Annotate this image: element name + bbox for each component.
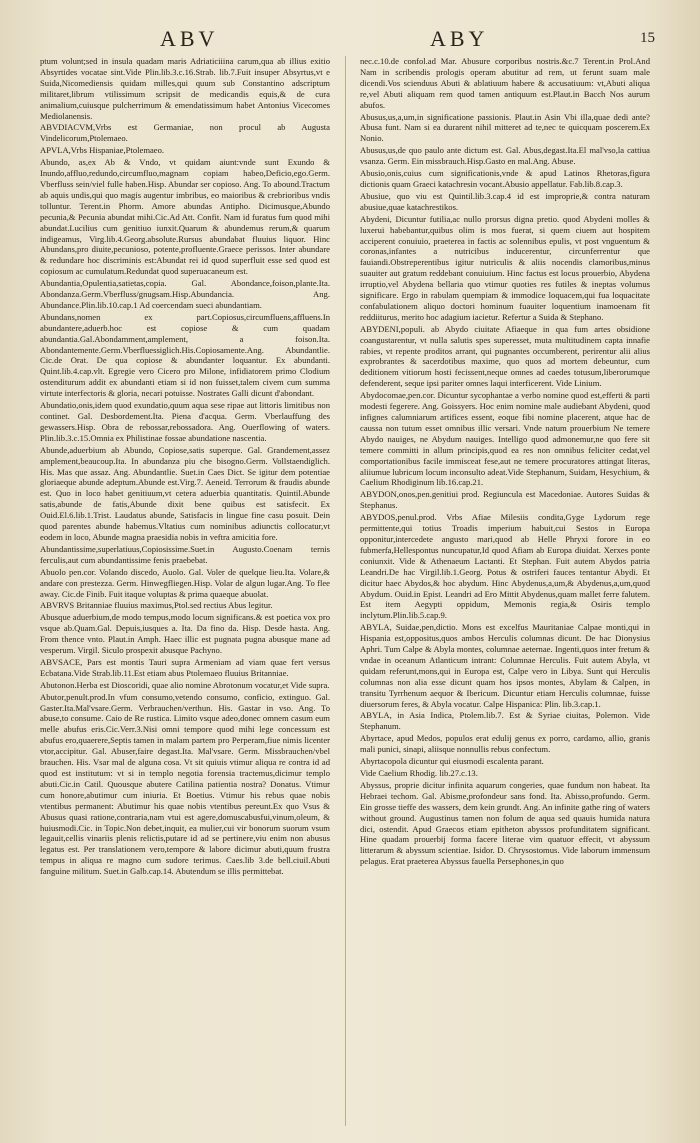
left-column-entry: Abusque aduerbium,de modo tempus,modo locum significans.& est poetica vox pro vsque ab.Quam.Gal. Depuis,iusques a. Ita. Da fino da. Hisp. Desde hasta. Ang. From thence vnto. Plaut.in Amph. Haec illic est pugnata pugna abusque mane ad vesperum. Virgil. Siculo prospexit abusque Pachyno. (40, 612, 330, 656)
right-column-entry: Abyrtacopola dicuntur qui eiusmodi escalenta parant. (360, 756, 544, 767)
right-column-entry: Abydeni, Dicuntur futilia,ac nullo prorsus digna pretio. quod Abydeni molles & luxerui habebantur,quibus olim is mos fuerat, si quem ciuem aut hospitem acciperent conuiuio, praeterea in factis ac solennibus epulis, vt post vnguentum & coronas,infantes a nutricibus inducerentur, circunferrentur que fauiandi.Obstreperentibus igitur nutriculis & aliis nocendis clamoribus,minus suauiter aut gratum reddebant conuiuium. Hinc factus est locus prouerbio, Abydena irruptio,vel Abydena bellaria quo vtimur quoties res futiles & ineptas volumus significare. Ergo in rabulam quempiam & immodice loquacem,qui fua loquacitate confabulationem aliquo doctori hominum fuauiter loquentium inamoenam fit reddiiturus, merito hoc adagium iacietur. Refertur a Suida & Stephano. (360, 213, 650, 322)
column-divider (345, 56, 346, 1126)
right-column-entry: Vide Caelium Rhodig. lib.27.c.13. (360, 768, 478, 778)
right-column-entry: ABYDON,onos,pen.genitiui prod. Regiuncula est Macedoniae. Autores Suidas & Stephanus. (360, 489, 650, 511)
left-column-entry: Abundantissime,superlatiuus,Copiosissime.Suet.in Augusto.Coenam ternis ferculis,aut cum abundantissime fenis praebebat. (40, 543, 330, 565)
left-column-entry: Abundo, as,ex Ab & Vndo, vt quidam aiunt:vnde sunt Exundo & Inundo,affluo,redundo,circumfluo,magnam copiam habeo,Deficio,ego.Germ. Vberfluss sein/viel fulle haben.Hisp. Abundar ser copioso. Ang. To abound.Tractum ab aquis undis,qui quo magis augentur imbribus, eo maioribus & crebrioribus vndis tolluntur. Terent.in Phorm. Amore abundas Antipho. Dicimusque,Abundo pecunia,& Pecunia abundat mihi.Cic.Ad Att. Confit. Nam id furatus fum quod mihi abundat.Lucilius cum genitiuo iunxit.Quarum & abundemus rerum,& quarum indigeamus, Virg.lib.4.Georg.absolute.Rursus abundabat fluuius liquor. Hinc Abundans,pro diuite,pecunioso, potente,profluente.Graece perissos. Inter abundare & redundare hoc discriminis est:Abundat rei id quod superfluit esse sed quod est copiosum ac cumulatum.Redundat quod superuacaneum est. (40, 157, 330, 277)
left-column-entry: Abuolo pen.cor. Volando discedo, Auolo. Gal. Voler de quelque lieu.Ita. Volare,& andare con prestezza. Germ. Hinwegfliegen.Hisp. Volar de algun lugar.Ang. To flee away. Cic.de Finib. Fuit itaque voluptas & prima quaeque abuolat. (40, 566, 330, 599)
left-column-entry: ABVRVS Britanniae fluuius maximus,Ptol.sed rectius Abus legitur. (40, 600, 273, 611)
right-column (360, 56, 650, 1126)
right-column-entry: ABYLA, in Asia Indica, Ptolem.lib.7. Est & Syriae ciuitas, Polemon. Vide Stephanum. (360, 710, 650, 732)
right-column-entry: Abusio,onis,cuius cum significationis,vnde & apud Latinos Rhetoras,figura dictionis quam Graeci katachresin vocant.Abusio appellatur. Fab.lib.8.cap.3. (360, 168, 650, 189)
left-column-entry: ptum volunt;sed in insula quadam maris Adriaticiiina carum,qua ab illius exitio Absyrtides vocatae sint.Vide Plin.lib.3.c.16.Strab. lib.7.Fuit insuper Absyrtus,vt e Suida,Nicomediensis quidam milles,qui quum sub Constantino adscriptum militaret,librum vtilissimum scripsit de medicandis equis,& de cura animalium,cuiusque pulcherrimum & emendatissimum habet Antonius Vicecomes Mediolanensis. (40, 56, 330, 121)
left-column-entry: ABVSACE, Pars est montis Tauri supra Armeniam ad viam quae fert versus Ecbatana.Vide Strab.lib.11.Est etiam abus Ptolemaeo fluuius Britanniae. (40, 656, 330, 678)
right-column-entry: Abyssus, proprie dicitur infinita aquarum congeries, quae fundum non habeat. Ita Hebraei techom. Gal. Abisme,profondeur sans fond. Ita. Abisso,profundo. Germ. Ein grosse tieffe des wassers, dem kein grundt. Ang. An infinite gathe ring of waters without ground. Augustinus tamen non folum de aqua sed quauis humida natura dici, ostendit. Apud Graecos etiam epitheton abyssos profunditatem significant. Hine quadam prouerbij forma facere literae vim quatuor effecit, vt abyssum litterarum & abyssum scientiae. Isidor. D. Chrysostomus. Vide laborum immensum pelagus. Erat praeterea Abyssus fauella Persephones,in quo (360, 779, 650, 867)
right-column-entry: Abyrtace, apud Medos, populos erat edulij genus ex porro, cardamo, allio, granis mali punici, sinapi, aliisque nonnullis rebus confectum. (360, 733, 650, 755)
right-column-entry: nec.c.10.de confol.ad Mar. Abusure corporibus nostris.&c.7 Terent.in Prol.And Nam in scribendis prologis operam abutitur ad rem, ut ferunt suam male dicendi.Vos scienduus Abuti & ablatiuum habere & accusatiuum: vt,Abuti aliqua re,vel Abuti aliquam rem quod tamen antiquum est.Plaut.in Bacch Nos aurum abufos. (360, 56, 650, 110)
left-column (40, 56, 330, 1126)
page-header (0, 18, 700, 52)
left-column-entry: APVLA,Vrbs Hispaniae,Ptolemaeo. (40, 145, 165, 156)
right-column-entry: Abusiue, quo viu est Quintil.lib.3.cap.4 id est improprie,& contra naturam abusiue,quae katachrestikos. (360, 190, 650, 212)
left-column-entry: Abutonon.Herba est Dioscoridi, quae alio nomine Abrotonum vocatur,et Vide supra. (40, 679, 330, 690)
left-column-entry: Abutor,penult.prod.In vfum consumo,vetendo consumo, conficio, extinguo. Gal. Gaster.Ita.Mal'vsare.Germ. Verbrauchen/verthun. His. Gastar in vso. Ang. To abuse,to consume. Caio de Re rustica. Limito vsque adeo,donec omnem casum eum melle abufus eris.Cic.Verr.3.Nisi omni tempore quod mihi lege concessum est abufus ero,quaerere,Septis tamen in malam partem pro Perperam,fiue nimis licenter vtor,accipitur. Gal. Abuser,faire degast.Ita. Mal'vsare. Germ. Missbrauchen/vbel brauchen. His. Vsar mal de alguna cosa. Vt sit quiuis vtimur aliqua re contra id ad quod est institutum: vt si in templo negotia forensia tractemus,dicimur templo abuti.Cic.in Catil. Quousque abutere Catilina patientia nostra? Donatus. Vtimur cum honore,abutimur cum iniuria. Et Boetius. Vtimur his rebus quae nobis vtentibus permanent: Abutimur his quae nobis vtentibus pereunt.Ex quo Vsus & Abusus quasi ratione,contraria,nam vtui est agere,domuscabusfui,vinum,oleum, & huiusmodi.Cic. in Topic.Non debet,inquit, ea mulier,cui vir bonorum suorum vsum legauit,cellis vinariis plenis relictis,putare id ad se pertinere,viu enim non abusus legatus est. Per translationem vero,tempore & labore dicimur abuti,quum frustra tempus in aliqua re magno cum sudore terimus. Caes.lib 3.de bell.ciuil.Abuti fanguine militum. Suet.in Galb.cap.14. Abutendum se illis permittebat. (40, 691, 330, 877)
running-head-left: ABV (160, 26, 219, 51)
right-column-entry: Abusus,us,a,um,in significatione passionis. Plaut.in Asin Vbi illa,quae dedi ante? Abusa funt. Nam si ea durarent nihil mitteret ad te,nec te quicquam poscerem.Ex Nonio. (360, 111, 650, 144)
right-column-entry: ABYLA, Suidae,pen,dictio. Mons est excelfus Mauritaniae Calpae monti,qui in Hispania est,oppositus,quos ambos Herculis columnas dicunt. De hac Dionysius Aphri. Tum Calpe & Abyla montes, columnae aeternae. Ingenti,quos inter fretum & vndae in oceanum Atlanticum intrant: Columnae Herculis. Fuit autem Abyla, vt quidam referunt,mons,qui in Europa est, Calpe vero in Libya. Sunt qui Herculis columnas non alia esse dicunt quam hos ipsos montes, Abylam & Calpen, in transitu Tyrrhenum aequor & Ibericum. Dicuntur etiam Herculis columnae, fuisse diuersorum feres, & Abyla vocatur. Calpe Hispanica: Plin. lib.3.cap.1. (360, 622, 650, 709)
page-number: 15 (640, 30, 655, 46)
left-column-entry: Abundantia,Opulentia,satietas,copia. Gal. Abondance,foison,plante.Ita. Abondanza.Germ.Vberfluss/gnugsam.Hisp.Abundancia. Ang. Abundance.Plin.lib.10.cap.1 Ad coercendam sueci abundantiam. (40, 278, 330, 310)
left-column-entry: Abunde,aduerbium ab Abundo, Copiose,satis superque. Gal. Grandement,assez amplement,beaucoup.Ita. In abundanza piu che bisogno.Germ. Vollstaendiglich. His. Mas que assaz. Ang. Abundantlie. Suet.in Caes Dict. Se igitur dem potentiae gloriaeque abunde adeptum.Abunde est.Virg.7. Aeneid. Terrorum & fraudis abunde est. Quo in loco habet genitiuum,vt cetera aduerbia quantitatis. Quintil.Abunde satis,abunde de fatis,Abunde dixit bene quibus est satisfecit. Ex Ouid.El.6.lib.1.Trist. Laudatus abunde, Satisfacis in lingue fine casu posuit. Dein quod parentes abunde habemus.Vltatius cum nominibus adiunctis collocatur,vt eodem in loco, Abunde magna praesidia nobis in veftra amicitia fore. (40, 444, 330, 542)
left-column-entry: ABVDIACVM,Vrbs est Germaniae, non procul ab Augusta Vindelicorum,Ptolemaeo. (40, 122, 330, 144)
right-column-entry: Abydocomae,pen.cor. Dicuntur sycophantae a verbo nomine quod est,efferti & parti modesti fegerere. Ang. Goissyers. Hoc enim nomine male audiebant Abydeni, quod infignes calumniarum artifices essent, eoque fibi nomine placerent, atque hac de caussa non tutum esset omnibus illic versari. Vnde natum prouerbium Ne temere Abydo nauiges, ne Abydum nauiges. Intelligo quod admonemur,ne quo fere sit temere committi in allum principis,quod ea res non omnibus feliciter cedat,vel comportationibus facile immisceat fese,aut ne temere procuratores attingat literas, aliiumue lubricum locum inconsulto adeat.Vide Stephanum, Suidam, Hesychium, & Caelium Rhodiginum lib.16.cap.21. (360, 390, 650, 488)
left-column-entry: Abundatio,onis,idem quod exundatio,quum aqua sese ripae aut littoris limitibus non continet. Gal. Desbordement.Ita. Piena d'acqua. Germ. Vberlauffung des gewassers.Hisp. Obra de rebossar,rebossadora. Ang. Ouerflowing of waters. Plin.lib.3.c.15.Omnia ex Philistinae fossae abundatione nascentia. (40, 400, 330, 443)
right-column-entry: ABYDENI,populi. ab Abydo ciuitate Afiaeque in qua fum artes obsidione coangustarentur, vt nulla salutis spes superesset, muta multitudinem capta innafie rabies, vt repente proditos arrant, qui pugnantes occumberent, perirentur alii alius exprobrantes & sacerdotibus maxime, quo quos ad mortem debeuntur, cum deditionem vitiorum hosti fecissent,neque omnes ad caedes totusum,liberorumque defenderent, seque ipsi pariter omnes laqui interficerent. Vide Linium. (360, 323, 650, 389)
right-column-entry: Abusus,us,de quo paulo ante dictum est. Gal. Abus,degast.Ita.El mal'vso,la cattiua vsanza. Germ. Ein missbrauch.Hisp.Gasto en mal.Ang. Abuse. (360, 145, 650, 167)
right-column-entry: ABYDOS,penul.prod. Vrbs Afiae Milesiis condita,Gyge Lydorum rege permittente,qui totius Troadis imperium habuit,cui Sestos in Europa opponitur,intercedete angusto mari,quod ab Helle Phryxi forore in eo fubmerfa,Hellespontus nuncupatur,Id quod Afiam ab Europa diuidat. Xerxes ponte coniunxit. Vide & Athenaeum Lactanti. Et Stephan. Fuit autem Abydos patria Leandri.De hac Virgil.lib.1.Georg. Potus & ostriferi fauces tentantur Abydi. Et dicitur haec Abydos,& hoc abydum. Hinc Abydenus,a,um,& Abydenus,a,um,quod Abydum. Ouid.in Epist. Leandri ad Ero Mittit Abydenus,quam mallet ferre falutem. Est item Aegypti oppidum, Memonis regia,& Osiris templo inclytum.Plin.lib.5.cap.9. (360, 512, 650, 621)
running-head-right: ABY (430, 26, 489, 51)
left-column-entry: Abundans,nomen ex part.Copiosus,circumfluens,affluens.In abundantere,aduerb.hoc est copiose & cum quadam abundantia.Gal.Abondamment,amplement, a foison.Ita. Abondantemente.Germ.Vberfluessiglich.His.Copiosamente.Ang. Abundantlie. Cic.de Orat. De qua copiose & abundanter loquantur. Ex abundanti. Quint.lib.4.cap.vlt. Egregie vero Cicero pro Milone, infidiatorem primo Clodium ostenditurum addit ex abundanti etiam si id non fuisset,talem civem cum summa virtute interfectoris & gloria, necari potuisse. Nostrates Galli dicunt d'abondant. (40, 311, 330, 399)
